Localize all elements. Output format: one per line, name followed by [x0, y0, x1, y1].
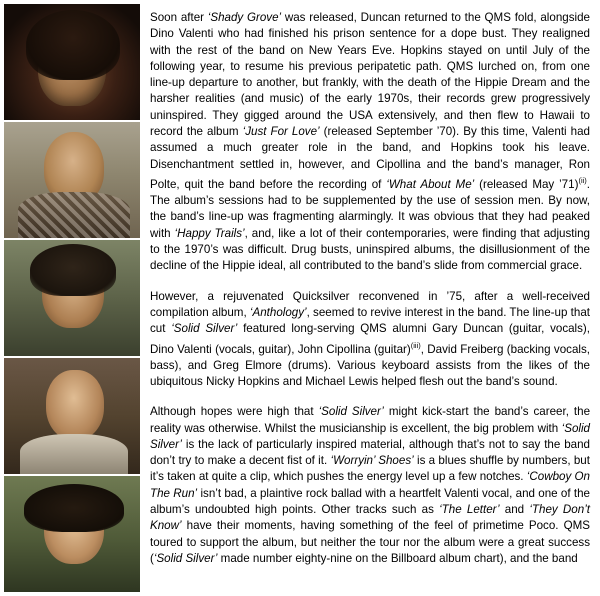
text-run: might kick-start the band’s career, the reality was otherwise. Whilst the musicianship is excellent, the big problem with	[150, 405, 591, 435]
title-italic: ‘What About Me’	[386, 177, 475, 191]
footnote-marker: (ii)	[578, 175, 587, 185]
footnote-marker: (iii)	[410, 340, 421, 350]
text-run: have their moments, having something of the feel of primetime Poco. QMS toured to support the album, but neither the tour nor the album were a great success (	[150, 519, 590, 565]
title-italic: ‘Shady Grove’	[207, 11, 282, 24]
text-run: and	[499, 503, 530, 517]
paragraph-3	[150, 404, 590, 567]
title-italic: ‘Solid Silver’	[150, 421, 590, 451]
text-run: , David Freiberg (backing vocals, bass), and Greg Elmore (drums). Various keyboard assists from the likes of the ubiquitous Nicky Hopkins and Michael Lewis helped flesh out the band’s sound.	[150, 342, 590, 388]
text-run: featured long-serving QMS alumni Gary Duncan (guitar, vocals), Dino Valenti (vocals, guitar), John Cipollina (guitar)	[150, 322, 591, 356]
portrait-bearded-man-dark	[4, 4, 140, 120]
text-run: (released September ’70). By this time, Valenti had assumed a much greater role in the band, and Hopkins took his leave. Disenchantment settled in, however, and Cipollina and the band’s manager, Ron Polte, quit the band before the recording of	[150, 125, 590, 191]
portrait-curly-haired-man	[4, 240, 140, 356]
text-run: Soon after	[150, 11, 208, 24]
title-italic: ‘Solid Silver’	[153, 551, 218, 565]
title-italic: ‘Solid Silver’	[318, 405, 384, 419]
text-run: . The album’s sessions had to be supplemented by the use of session men. By now, the band’s line-up was fragmenting alarmingly. It was obvious that they had peaked with	[150, 177, 591, 240]
portrait-man-patterned-shirt	[4, 122, 140, 238]
paragraph-1	[150, 10, 590, 275]
text-run: is the lack of particularly inspired material, although that’s not to say the band don’t try to make a decent fist of it.	[150, 437, 590, 468]
text-run: isn’t bad, a plaintive rock ballad with a heartfelt Valenti vocal, and one of the album’s undoubted high points. Other tracks such as	[150, 486, 591, 517]
portrait-man-light-shirt	[4, 358, 140, 474]
text-run: (released May ’71)	[474, 177, 579, 191]
title-italic: ‘Solid Silver’	[171, 322, 238, 336]
article-text-column	[140, 0, 600, 596]
title-italic: ‘Just For Love’	[242, 125, 320, 139]
text-run: was released, Duncan returned to the QMS fold, alongside Dino Valenti who had finished his prison sentence for a dope bust. They realigned with the rest of the band on New Years Eve. Hopkins stayed on until July of the following year, to resume his previous peripatetic path. QMS lurched on, from one line-up departure to another, but frankly, with the death of the Hippie Dream and the harsher realities (and music) of the early 1970s, their records grew progressively uninspired. They gigged around the USA extensively, and then flew to Hawaii to record the album	[150, 11, 590, 139]
title-italic: ‘The Letter’	[439, 503, 500, 517]
title-italic: ‘Worryin’ Shoes’	[330, 454, 414, 468]
text-run: , and, like a lot of their contemporaries, were finding that adjusting to the 1970’s was difficult. Drug busts, uninspired albums, the disillusionment of the decline of the Hippie ideal, all contributed to the band’s slide from commercial grace.	[150, 226, 590, 273]
text-run: Although hopes were high that	[150, 405, 319, 419]
title-italic: ‘Happy Trails’	[174, 226, 245, 240]
title-italic: ‘Anthology’	[249, 305, 307, 319]
text-run: However, a rejuvenated Quicksilver reconvened in ’75, after a well-received compilation album,	[150, 289, 590, 319]
text-run: , seemed to revive interest in the band. The line-up that cut	[150, 305, 590, 336]
photo-column	[0, 0, 140, 596]
title-italic: ‘Cowboy On The Run’	[150, 470, 590, 500]
text-run: is a blues shuffle by numbers, but it’s taken at quite a clip, which pushes the energy level up a few notches.	[150, 454, 590, 484]
portrait-smiling-man-outdoors	[4, 476, 140, 592]
title-italic: ‘They Don’t Know’	[150, 503, 590, 533]
paragraph-2	[150, 289, 590, 391]
text-run: made number eighty-nine on the Billboard album chart), and the band	[217, 551, 578, 565]
